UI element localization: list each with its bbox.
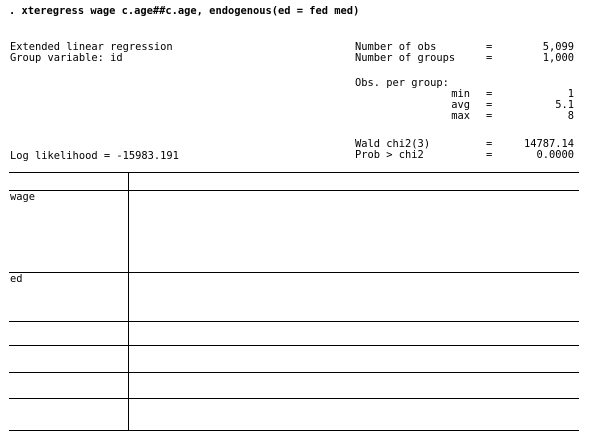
row-group-rule (9, 321, 579, 322)
stat-value: 5,099 (542, 41, 574, 53)
stat-value: 1 (567, 88, 574, 100)
row-group-rule (9, 372, 579, 373)
model-title: Extended linear regression (10, 41, 173, 53)
stat-label: avg (451, 99, 470, 111)
stat-eq: = (486, 149, 493, 161)
equation-label: wage (10, 191, 36, 203)
stat-value: 14787.14 (523, 138, 574, 150)
stat-eq: = (486, 110, 493, 122)
stat-eq: = (486, 138, 493, 150)
stat-eq: = (486, 41, 493, 53)
stat-label: Obs. per group: (355, 77, 449, 89)
group-variable: Group variable: id (10, 52, 123, 64)
command-line: . xteregress wage c.age##c.age, endogenous(ed = fed med) (9, 5, 360, 17)
stat-eq: = (486, 99, 493, 111)
row-group-rule (9, 345, 579, 346)
stat-label: min (451, 88, 470, 100)
row-group-rule (9, 272, 579, 273)
log-likelihood: Log likelihood = -15983.191 (10, 150, 179, 162)
stat-value: 8 (567, 110, 574, 122)
stat-value: 1,000 (542, 52, 574, 64)
stat-eq: = (486, 52, 493, 64)
stat-label: max (451, 110, 470, 122)
stat-value: 5.1 (555, 99, 574, 111)
stat-label: Wald chi2(3) (355, 138, 431, 150)
table-top-rule (9, 172, 579, 173)
stat-label: Number of obs (355, 41, 437, 53)
table-bottom-rule (9, 430, 579, 431)
stat-value: 0.0000 (536, 149, 574, 161)
row-group-rule (9, 398, 579, 399)
stat-label: Number of groups (355, 52, 456, 64)
equation-label: ed (10, 273, 23, 285)
stat-eq: = (486, 88, 493, 100)
header-rule (9, 190, 579, 191)
stat-label: Prob > chi2 (355, 149, 424, 161)
label-column-divider (128, 172, 129, 430)
